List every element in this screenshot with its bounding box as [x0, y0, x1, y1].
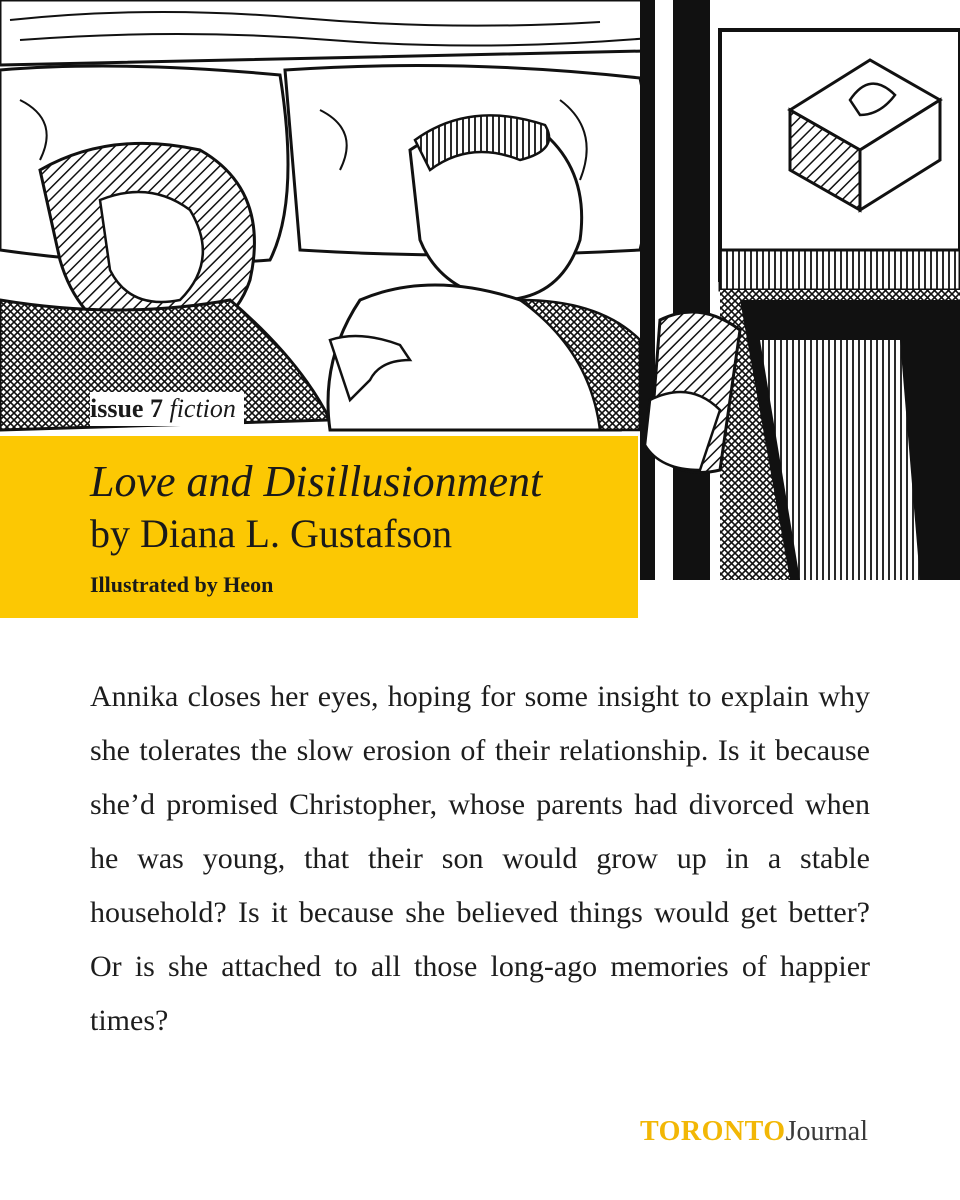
story-illustrator: Illustrated by Heon	[90, 572, 274, 597]
story-author: by Diana L. Gustafson	[90, 511, 453, 556]
issue-category: fiction	[169, 394, 236, 423]
title-panel	[0, 436, 638, 618]
logo-brand: TORONTO	[639, 1116, 786, 1147]
issue-label	[90, 392, 244, 426]
issue-number: issue 7	[90, 394, 163, 423]
story-excerpt: Annika closes her eyes, hoping for some insight to explain why she tolerates the slow erosion of their relationship. Is it because she’d promised Christopher, whose parents had divorced when he was young, that their son would grow up in a stable household? Is it because she believed things would get better? Or is she attached to all those long-ago memories of happier times?	[90, 680, 870, 1037]
logo-suffix: Journal	[785, 1116, 868, 1147]
story-title: Love and Disillusionment	[90, 457, 543, 506]
publication-logo	[640, 1116, 868, 1148]
